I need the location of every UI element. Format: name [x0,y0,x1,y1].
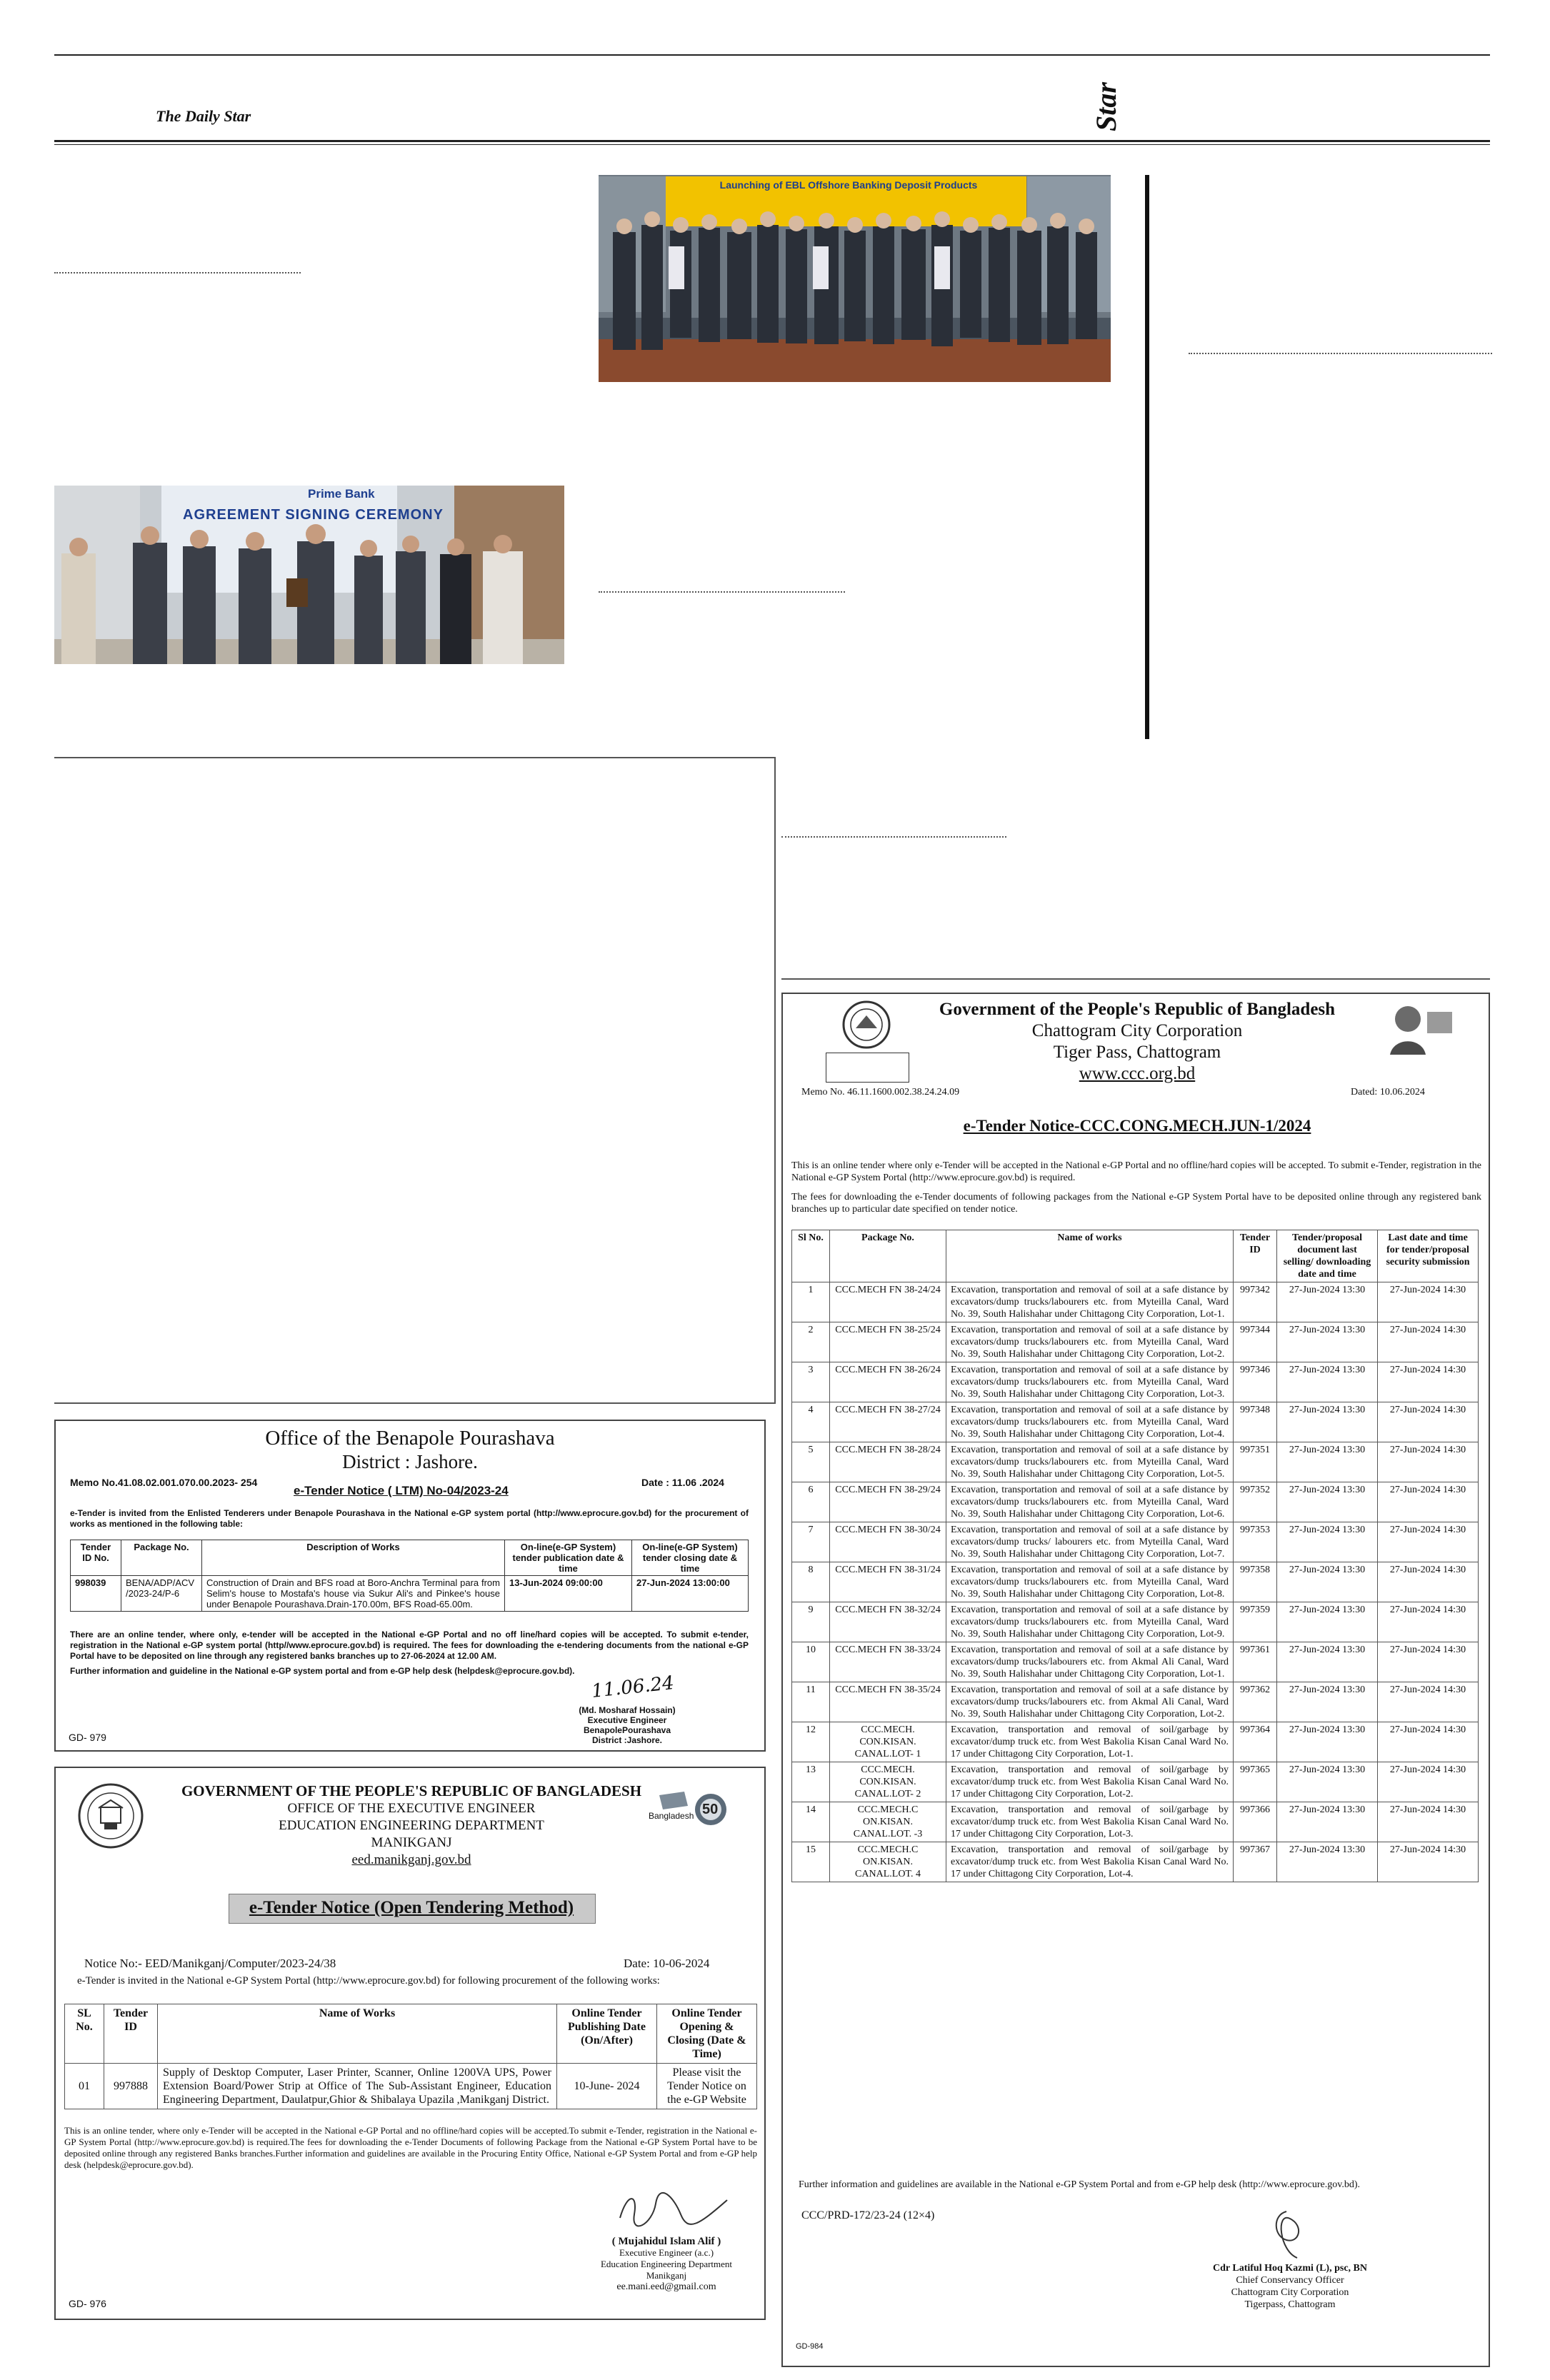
table-cell: Excavation, transportation and removal of soil/garbage by excavator/dump truck etc. from West Bakolia Kisan Canal Ward No. 17 under Chittagong City Corporation, Lot-1. [946,1722,1234,1762]
table-cell: 997365 [1234,1762,1277,1802]
header-cell: Description of Works [202,1540,505,1576]
table-cell: Excavation, transportation and removal of soil at a safe distance by excavators/dump trucks/labourers etc. from Myteilla Canal, Ward No. 39, South Halishahar under Chittagong City Corporation, Lot-2. [946,1322,1234,1362]
benapole-date: Date : 11.06 .2024 [641,1477,724,1488]
table-cell: Excavation, transportation and removal of soil at a safe distance by excavators/dump trucks/labourers etc. from Myteilla Canal, Ward No. 39, South Halishahar under Chittagong City Corporation, Lot-4. [946,1402,1234,1442]
header-cell: On-line(e-GP System) tender publication date & time [505,1540,632,1576]
table-cell: 10 [792,1642,830,1682]
eed-dept: EDUCATION ENGINEERING DEPARTMENT [279,1818,544,1833]
table-cell: Excavation, transportation and removal of soil at a safe distance by excavators/dump trucks/labourers etc. from Myteilla Canal, Ward No. 39, South Halishahar under Chittagong City Corporation, Lot-1. [946,1282,1234,1322]
signer-title: Chief Conservancy Officer [1236,2275,1344,2286]
eed-signer [577,2236,756,2293]
table-row [792,1802,1479,1842]
table-cell: CCC.MECH. CON.KISAN. CANAL.LOT- 2 [830,1762,946,1802]
signer-office: BenapolePourashava [583,1725,671,1735]
masthead-rule [54,140,1490,142]
table-cell: Excavation, transportation and removal of soil/garbage by excavator/dump truck etc. from West Bakolia Kisan Canal Ward No. 17 under Chittagong City Corporation, Lot-4. [946,1842,1234,1882]
table-cell: 27-Jun-2024 14:30 [1378,1602,1479,1642]
table-cell: 27-Jun-2024 13:30 [1277,1442,1378,1482]
header-cell: Package No. [121,1540,202,1576]
table-cell: 27-Jun-2024 14:30 [1378,1322,1479,1362]
table-cell: 27-Jun-2024 13:30 [1277,1402,1378,1442]
column-divider-bar [1145,175,1149,739]
table-row [792,1602,1479,1642]
benapole-gd: GD- 979 [69,1732,106,1743]
table-cell: 15 [792,1842,830,1882]
table-cell: CCC.MECH FN 38-29/24 [830,1482,946,1522]
eed-notice-title: e-Tender Notice (Open Tendering Method) [249,1898,574,1917]
table-row [792,1682,1479,1722]
signer-title: Executive Engineer [587,1715,667,1725]
table-cell: 8 [792,1562,830,1602]
eed-gd: GD- 976 [69,2298,106,2309]
table-cell: 27-Jun-2024 14:30 [1378,1842,1479,1882]
table-cell: Excavation, transportation and removal of soil/garbage by excavator/dump truck etc. from West Bakolia Kisan Canal Ward No. 17 under Chittagong City Corporation, Lot-2. [946,1762,1234,1802]
table-cell: BENA/ADP/ACV /2023-24/P-6 [121,1576,202,1612]
table-cell: Excavation, transportation and removal of soil at a safe distance by excavators/dump trucks/labourers etc. from Akmal Ali Canal, Ward No. 39, South Halishahar under Chittagong City Corporation, Lot-1. [946,1642,1234,1682]
table-cell: 27-Jun-2024 14:30 [1378,1402,1479,1442]
benapole-further: Further information and guideline in the National e-GP system portal and from e-GP help desk (helpdesk@eprocure.gov.bd). [70,1666,575,1676]
table-cell: 27-Jun-2024 14:30 [1378,1762,1479,1802]
table-cell: 27-Jun-2024 13:00:00 [632,1576,749,1612]
header-cell: Tender ID No. [71,1540,121,1576]
table-cell: 997367 [1234,1842,1277,1882]
table-cell: 998039 [71,1576,121,1612]
table-row [792,1722,1479,1762]
table-cell: 27-Jun-2024 13:30 [1277,1642,1378,1682]
table-row [792,1522,1479,1562]
table-cell: 27-Jun-2024 13:30 [1277,1802,1378,1842]
signer-email: ee.mani.eed@gmail.com [616,2281,716,2292]
signer-name: Cdr Latiful Hoq Kazmi (L), psc, BN [1213,2263,1367,2274]
table-cell: 997353 [1234,1522,1277,1562]
logo-number: 50 [702,1802,719,1817]
ccc-gov: Government of the People's Republic of Bangladesh [939,1000,1336,1019]
header-cell: SL No. [65,2004,104,2064]
ccc-para2: The fees for downloading the e-Tender documents of following packages from the National e-GP System Portal have to be deposited online through any registered bank branches up to particular date specified on tender notice. [791,1192,1481,1215]
eed-intro: e-Tender is invited in the National e-GP System Portal (http://www.eprocure.gov.bd) for following procurement of the following works: [77,1975,660,1987]
table-cell: CCC.MECH FN 38-26/24 [830,1362,946,1402]
table-cell: 997361 [1234,1642,1277,1682]
table-cell: CCC.MECH FN 38-27/24 [830,1402,946,1442]
table-cell: 997359 [1234,1602,1277,1642]
table-cell: 27-Jun-2024 14:30 [1378,1282,1479,1322]
header-cell: Online Tender Publishing Date (On/After) [557,2004,657,2064]
table-row [792,1362,1479,1402]
eed-office: OFFICE OF THE EXECUTIVE ENGINEER [287,1801,536,1816]
table-cell: 27-Jun-2024 13:30 [1277,1362,1378,1402]
ccc-signature-icon [1265,2208,1308,2261]
ebl-event-photo [599,175,1111,382]
table-cell: 997358 [1234,1562,1277,1602]
table-cell: 27-Jun-2024 14:30 [1378,1722,1479,1762]
header-cell: Name of works [946,1230,1234,1282]
table-row [792,1642,1479,1682]
right-dotted-rule [781,836,1006,838]
table-cell: 997346 [1234,1362,1277,1402]
table-cell: Excavation, transportation and removal of soil at a safe distance by excavators/dump trucks/labourers etc. from Myteilla Canal, Ward No. 39, South Halishahar under Chittagong City Corporation, Lot-8. [946,1562,1234,1602]
table-cell: 01 [65,2064,104,2109]
eed-place: MANIKGANJ [371,1835,452,1850]
benapole-intro: e-Tender is invited from the Enlisted Tenderers under Benapole Pourashava in the National e-GP system portal (http://www.eprocure.gov.bd) for the procurement of works as mentioned in the following table: [70,1508,749,1529]
table-cell: 997342 [1234,1282,1277,1322]
table-row [792,1322,1479,1362]
table-cell: 27-Jun-2024 13:30 [1277,1322,1378,1362]
signer-name: ( Mujahidul Islam Alif ) [611,2236,721,2247]
benapole-table-header [71,1540,749,1576]
table-cell: 997364 [1234,1722,1277,1762]
table-cell: Excavation, transportation and removal of soil/garbage by excavator/dump truck etc. from West Bakolia Kisan Canal Ward No. 17 under Chittagong City Corporation, Lot-3. [946,1802,1234,1842]
table-cell: CCC.MECH.C ON.KISAN. CANAL.LOT. -3 [830,1802,946,1842]
table-cell: Excavation, transportation and removal of soil at a safe distance by excavators/dump trucks/labourers etc. from Myteilla Canal, Ward No. 39, South Halishahar under Chittagong City Corporation, Lot-6. [946,1482,1234,1522]
benapole-table [70,1540,749,1612]
table-cell: 997344 [1234,1322,1277,1362]
table-row [792,1562,1479,1602]
benapole-body: There are an online tender, where only, e-tender will be accepted in the National e-GP Portal and no off line/hard copies will be accepted. To submit e-tender, registration in the National e-GP system portal (http//www.eprocure.gov.bd) is required. The fees for downloading the e-tendering documents from the national e-GP Portal have to be deposited on line through any registered banks branches up to 27-06-2024 at 12.00 AM. [70,1630,749,1661]
eed-signature-icon [613,2189,734,2232]
table-cell: 5 [792,1442,830,1482]
signer-title: Executive Engineer (a.c.) [619,2247,714,2258]
table-cell: Excavation, transportation and removal of soil at a safe distance by excavators/dump trucks/labourers etc. from Akmal Ali Canal, Ward No. 39, South Halishahar under Chittagong City Corporation, Lot-2. [946,1682,1234,1722]
masthead-star: Star [1090,82,1122,131]
eed-table [64,2004,757,2109]
table-cell: 27-Jun-2024 13:30 [1277,1842,1378,1882]
table-cell: 9 [792,1602,830,1642]
table-cell: 10-June- 2024 [557,2064,657,2109]
header-cell: Tender ID [1234,1230,1277,1282]
benapole-signature: 11.06.24 [590,1672,676,1702]
ccc-notice-title: e-Tender Notice-CCC.CONG.MECH.JUN-1/2024 [963,1117,1311,1135]
ccc-gd: GD-984 [796,2342,824,2351]
col3-dotted-rule [1189,353,1492,354]
table-cell: 6 [792,1482,830,1522]
table-cell: 997366 [1234,1802,1277,1842]
col2-dotted-rule [599,591,845,593]
eed-web: eed.manikganj.gov.bd [351,1852,471,1867]
ccc-further: Further information and guidelines are available in the National e-GP System Portal and from e-GP help desk (http://www.eprocure.gov.bd). [799,2179,1361,2190]
table-cell: Please visit the Tender Notice on the e-GP Website [657,2064,757,2109]
table-cell: CCC.MECH FN 38-35/24 [830,1682,946,1722]
right-mid-rule [781,978,1490,980]
signer-name: (Md. Mosharaf Hossain) [579,1705,676,1715]
table-cell: 11 [792,1682,830,1722]
table-cell: Supply of Desktop Computer, Laser Printer, Scanner, Online 1200VA UPS, Power Extension Board/Power Strip at Office of The Sub-Assistant Engineer, Education Engineering Department, Daulatpur,Ghior & Shibalaya Upazila ,Manikganj District. [158,2064,557,2109]
table-cell: Excavation, transportation and removal of soil at a safe distance by excavators/dump trucks/labourers etc. from Myteilla Canal, Ward No. 39, South Halishahar under Chittagong City Corporation, Lot-5. [946,1442,1234,1482]
eed-tender-ad [54,1767,766,2320]
table-cell: 13 [792,1762,830,1802]
logo-text: Bangladesh [649,1811,694,1821]
table-cell: 3 [792,1362,830,1402]
eed-gov: GOVERNMENT OF THE PEOPLE'S REPUBLIC OF BANGLADESH [181,1782,642,1799]
table-cell: CCC.MECH.C ON.KISAN. CANAL.LOT. 4 [830,1842,946,1882]
ccc-prd: CCC/PRD-172/23-24 (12×4) [801,2209,935,2221]
table-cell: 27-Jun-2024 13:30 [1277,1562,1378,1602]
bangladesh-50-logo [645,1781,731,1834]
table-row [65,2064,757,2109]
table-cell: 27-Jun-2024 13:30 [1277,1602,1378,1642]
table-cell: CCC.MECH FN 38-31/24 [830,1562,946,1602]
table-cell: 997888 [104,2064,158,2109]
eed-body: This is an online tender, where only e-Tender will be accepted in the National e-GP Portal and no offline/hard copies will be accepted.To submit e-Tender, registration in the National e-GP System Portal (http://www.eprocure.gov.bd) is required.The fees for downloading the e-Tender Documents of following Package from the National e-GP System Portal have to be deposited online through any registered Banks branches.Further information and guidelines are available in the Procuring Entity Office, National e-GP System Portal and from e-GP help desk (helpdesk@eprocure.gov.bd). [64,2125,757,2170]
ebl-banner-text: Launching of EBL Offshore Banking Deposit Products [719,179,978,191]
table-cell: Excavation, transportation and removal of soil at a safe distance by excavators/dump trucks/labourers etc. from Myteilla Canal, Ward No. 39, South Halishahar under Chittagong City Corporation, Lot-9. [946,1602,1234,1642]
benapole-memo: Memo No.41.08.02.001.070.00.2023- 254 [70,1477,258,1488]
table-cell: 13-Jun-2024 09:00:00 [505,1576,632,1612]
table-cell: 27-Jun-2024 13:30 [1277,1522,1378,1562]
mid-rule-left [54,757,776,758]
table-row [792,1442,1479,1482]
table-row [792,1402,1479,1442]
table-cell: 27-Jun-2024 14:30 [1378,1562,1479,1602]
header-cell: Package No. [830,1230,946,1282]
eed-notice-no: Notice No:- EED/Manikganj/Computer/2023-24/38 [84,1957,336,1970]
table-cell: 4 [792,1402,830,1442]
table-cell: 27-Jun-2024 14:30 [1378,1482,1479,1522]
table-cell: CCC.MECH FN 38-30/24 [830,1522,946,1562]
eed-table-header [65,2004,757,2064]
table-cell: 1 [792,1282,830,1322]
signer-org: Chattogram City Corporation [1231,2287,1349,2298]
ccc-memo: Memo No. 46.11.1600.002.38.24.24.09 [801,1087,960,1098]
table-cell: 27-Jun-2024 14:30 [1378,1802,1479,1842]
benapole-tender-ad [54,1420,766,1752]
ccc-para1: This is an online tender where only e-Tender will be accepted in the National e-GP Portal and no offline/hard copies will be accepted. To submit e-Tender, registration in the National e-GP System Portal (http://www.eprocure.gov.bd) is required. [791,1160,1481,1183]
signer-district: District :Jashore. [591,1735,663,1745]
benapole-signer [549,1705,706,1745]
ccc-tender-ad [781,993,1490,2367]
table-cell: 997351 [1234,1442,1277,1482]
table-cell: 27-Jun-2024 13:30 [1277,1282,1378,1322]
table-row [792,1282,1479,1322]
table-cell: 997362 [1234,1682,1277,1722]
signer-place: Manikganj [646,2270,687,2281]
benapole-notice-title: e-Tender Notice ( LTM) No-04/2023-24 [294,1484,509,1497]
prime-bank-photo [54,486,564,664]
benapole-subtitle: District : Jashore. [342,1451,478,1472]
table-cell: CCC.MECH FN 38-32/24 [830,1602,946,1642]
table-cell: CCC.MECH FN 38-24/24 [830,1282,946,1322]
prime-banner-text: AGREEMENT SIGNING CEREMONY [183,507,444,523]
header-cell: Tender ID [104,2004,158,2064]
header-cell: On-line(e-GP System) tender closing date & time [632,1540,749,1576]
ccc-web: www.ccc.org.bd [1079,1064,1196,1083]
header-cell: Tender/proposal document last selling/ downloading date and time [1277,1230,1378,1282]
ccc-org: Chattogram City Corporation [1031,1021,1243,1040]
eed-date: Date: 10-06-2024 [624,1957,710,1970]
benapole-title: Office of the Benapole Pourashava [265,1427,555,1450]
header-cell: Last date and time for tender/proposal security submission [1378,1230,1479,1282]
table-row [792,1482,1479,1522]
ccc-date: Dated: 10.06.2024 [1351,1087,1425,1098]
table-cell: Excavation, transportation and removal of soil at a safe distance by excavators/dump trucks/labourers etc. from Myteilla Canal, Ward No. 39, South Halishahar under Chittagong City Corporation, Lot-3. [946,1362,1234,1402]
table-cell: 7 [792,1522,830,1562]
table-row [792,1842,1479,1882]
table-cell: Excavation, transportation and removal of soil at a safe distance by excavators/dump trucks/ labourers etc. from Myteilla Canal, Ward No. 39, South Halishahar under Chittagong City Corporation, Lot-7. [946,1522,1234,1562]
table-cell: 27-Jun-2024 13:30 [1277,1762,1378,1802]
ccc-table-body [792,1282,1479,1882]
table-cell: 997348 [1234,1402,1277,1442]
signer-dept: Education Engineering Department [600,2259,733,2269]
table-cell: 27-Jun-2024 14:30 [1378,1682,1479,1722]
table-cell: CCC.MECH FN 38-28/24 [830,1442,946,1482]
ccc-signer [1183,2262,1397,2311]
table-cell: 14 [792,1802,830,1842]
table-cell: 27-Jun-2024 13:30 [1277,1722,1378,1762]
table-cell: 27-Jun-2024 13:30 [1277,1682,1378,1722]
col1-dotted-rule [54,272,301,273]
masthead-brand: The Daily Star [156,107,251,125]
table-cell: 27-Jun-2024 14:30 [1378,1522,1479,1562]
table-cell: CCC.MECH FN 38-33/24 [830,1642,946,1682]
prime-bank-logo: Prime Bank [308,487,375,501]
table-cell: 12 [792,1722,830,1762]
table-row [71,1576,749,1612]
masthead-rule-thin [54,144,1490,145]
table-cell: Construction of Drain and BFS road at Boro-Anchra Terminal para from Selim's house to Mostafa's house via Sukur Ali's and Pinkee's house under Benapole Pourashava.Drain-170.00m, BFS Road-65.00m. [202,1576,505,1612]
mid-rule-bottom [54,1402,776,1404]
header-cell: Name of Works [158,2004,557,2064]
ccc-table [791,1230,1479,1882]
table-cell: 997352 [1234,1482,1277,1522]
signer-place: Tigerpass, Chattogram [1244,2299,1336,2310]
table-cell: 27-Jun-2024 14:30 [1378,1362,1479,1402]
header-cell: Online Tender Opening & Closing (Date & Time) [657,2004,757,2064]
ccc-table-header [792,1230,1479,1282]
table-cell: 2 [792,1322,830,1362]
table-cell: 27-Jun-2024 14:30 [1378,1442,1479,1482]
table-cell: CCC.MECH FN 38-25/24 [830,1322,946,1362]
mid-vertical-rule [774,757,776,1402]
table-cell: 27-Jun-2024 13:30 [1277,1482,1378,1522]
table-cell: 27-Jun-2024 14:30 [1378,1642,1479,1682]
top-rule [54,54,1490,56]
header-cell: Sl No. [792,1230,830,1282]
ccc-addr: Tiger Pass, Chattogram [1053,1043,1221,1062]
table-cell: CCC.MECH. CON.KISAN. CANAL.LOT- 1 [830,1722,946,1762]
table-row [792,1762,1479,1802]
